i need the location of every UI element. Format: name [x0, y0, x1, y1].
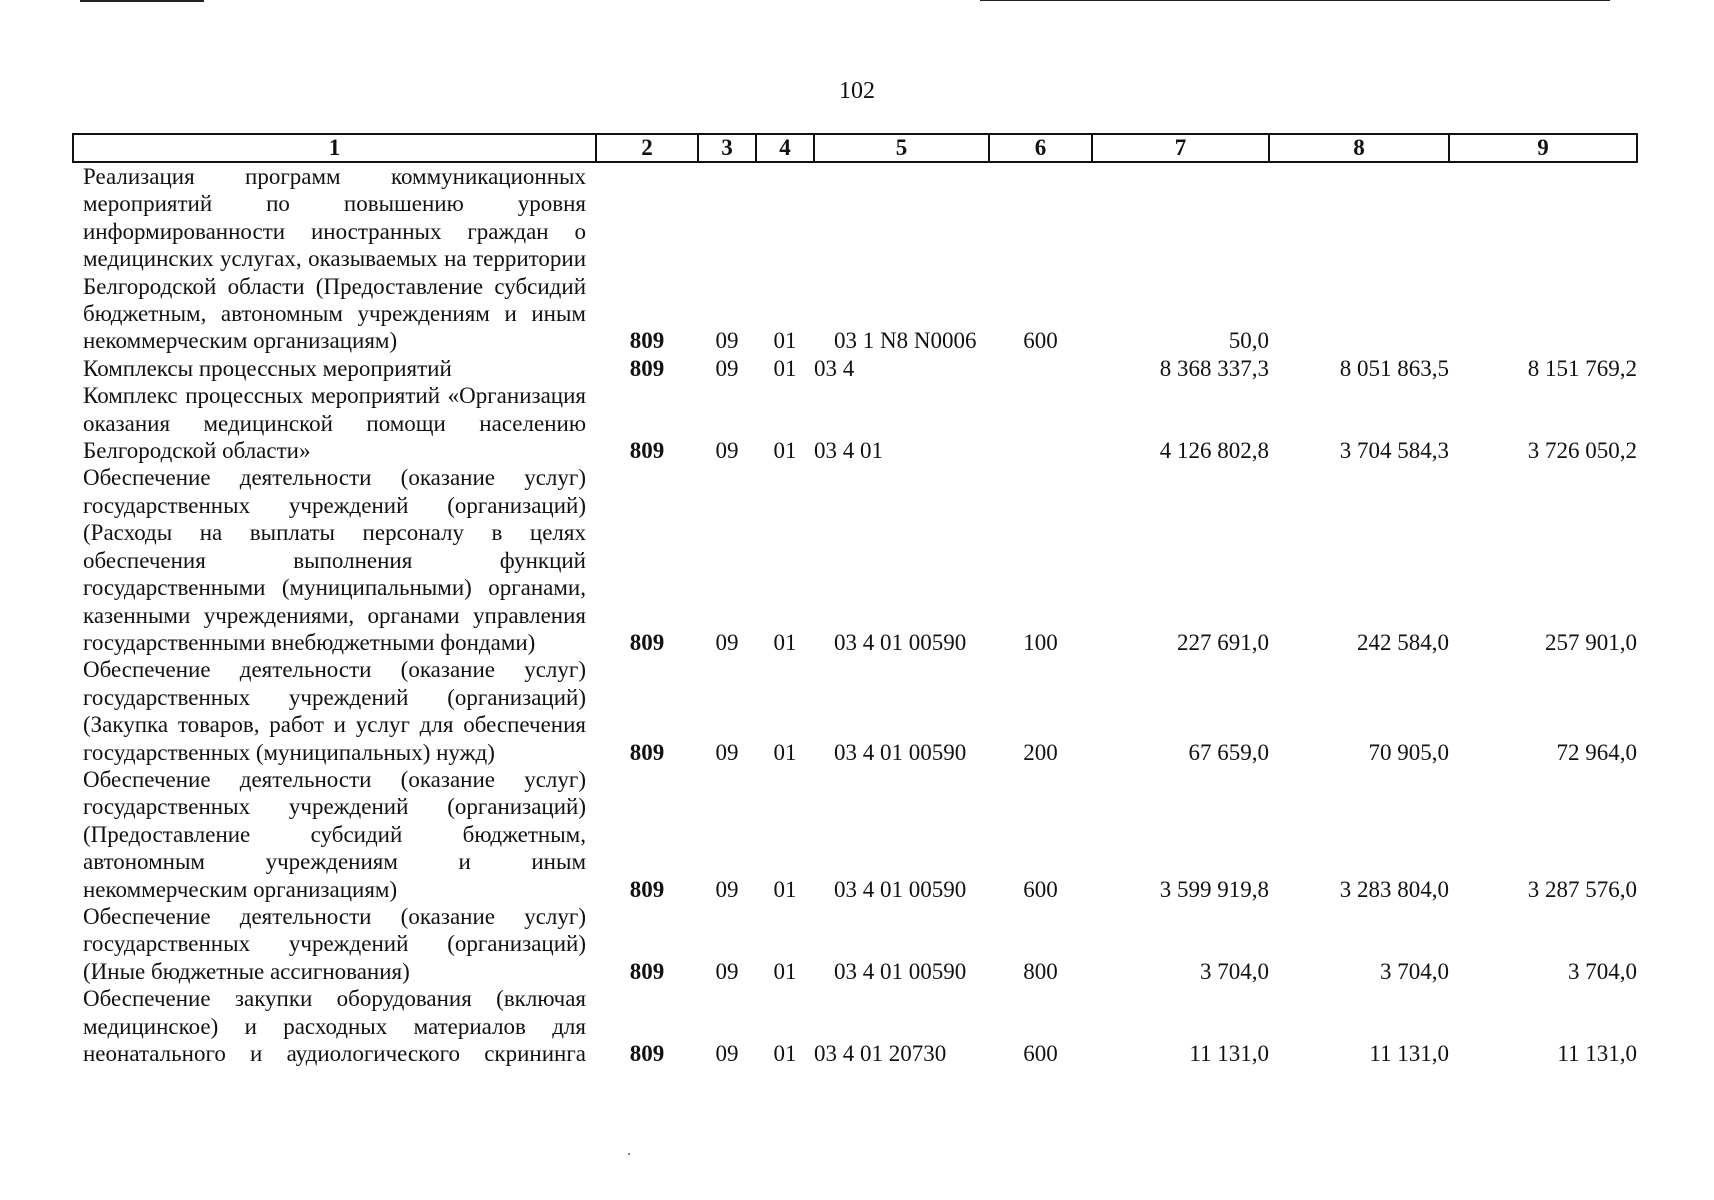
row-target: 03 4 01 00590 — [834, 958, 967, 984]
row-section: 09 — [715, 438, 739, 464]
header-col-5: 5 — [814, 134, 989, 162]
table-row — [73, 903, 1637, 985]
row-subsection: 01 — [773, 629, 797, 655]
row-subsection: 01 — [773, 438, 797, 464]
table-row — [73, 766, 1637, 903]
row-expense-type — [989, 355, 1092, 382]
row-amount-2: 3 704 584,3 — [1339, 438, 1449, 464]
table-row — [73, 656, 1637, 766]
row-target: 03 4 01 00590 — [834, 629, 967, 655]
row-amount-2: 3 704,0 — [1380, 958, 1449, 984]
row-amount-3: 3 287 576,0 — [1527, 876, 1637, 902]
header-col-6: 6 — [989, 134, 1092, 162]
scan-speck — [628, 1153, 630, 1155]
row-amount-2: 11 131,0 — [1369, 1041, 1449, 1066]
row-amount-3: 3 726 050,2 — [1527, 438, 1637, 464]
header-col-1: 1 — [73, 134, 596, 162]
row-code: 809 — [629, 958, 665, 984]
row-description: Обеспечение деятельности (оказание услуг) государственных учреждений (организаций) (Иные бюджетные ассигнования) — [83, 903, 586, 984]
row-target: 03 4 01 00590 — [834, 739, 967, 765]
row-code: 809 — [629, 876, 665, 902]
row-amount-1: 4 126 802,8 — [1159, 438, 1269, 464]
row-subsection: 01 — [773, 328, 797, 354]
row-amount-1: 50,0 — [1228, 328, 1269, 354]
row-amount-1: 227 691,0 — [1177, 629, 1269, 655]
page-number: 102 — [839, 78, 875, 104]
row-subsection: 01 — [773, 739, 797, 765]
row-expense-type: 600 — [1023, 876, 1058, 902]
row-amount-2: 242 584,0 — [1357, 629, 1449, 655]
row-description: Обеспечение деятельности (оказание услуг) государственных учреждений (организаций) (Предоставление субсидий бюджетным, автономным учреждениям и иным некоммерческим организациям) — [83, 766, 586, 902]
table-row — [73, 464, 1637, 656]
row-target: 03 4 01 — [814, 438, 883, 464]
row-expense-type: 600 — [1023, 1041, 1058, 1066]
header-col-2: 2 — [596, 134, 698, 162]
row-amount-3: 72 964,0 — [1556, 739, 1637, 765]
row-amount-2 — [1269, 162, 1449, 355]
row-subsection: 01 — [773, 1041, 797, 1066]
row-expense-type: 800 — [1023, 958, 1058, 984]
header-col-8: 8 — [1269, 134, 1449, 162]
header-col-9: 9 — [1449, 134, 1637, 162]
row-code: 809 — [629, 355, 665, 381]
row-subsection: 01 — [773, 958, 797, 984]
row-section: 09 — [715, 958, 739, 984]
top-rule-right — [980, 0, 1610, 1]
row-code: 809 — [629, 739, 665, 765]
row-amount-2: 3 283 804,0 — [1339, 876, 1449, 902]
row-target: 03 4 01 20730 — [814, 1041, 947, 1066]
header-row — [73, 134, 1637, 162]
row-section: 09 — [715, 1041, 739, 1066]
table-row — [73, 355, 1637, 382]
row-target: 03 4 — [814, 355, 855, 381]
row-target: 03 1 N8 N0006 — [834, 328, 977, 354]
row-amount-3: 11 131,0 — [1557, 1041, 1637, 1066]
row-section: 09 — [715, 328, 739, 354]
row-amount-2: 8 051 863,5 — [1339, 355, 1449, 381]
row-expense-type — [989, 382, 1092, 464]
row-target: 03 4 01 00590 — [834, 876, 967, 902]
budget-table — [72, 133, 1638, 1067]
header-col-3: 3 — [698, 134, 756, 162]
row-subsection: 01 — [773, 876, 797, 902]
row-description: Комплексы процессных мероприятий — [83, 355, 452, 381]
table-row — [73, 162, 1637, 355]
row-amount-2: 70 905,0 — [1368, 739, 1449, 765]
row-amount-1: 67 659,0 — [1188, 739, 1269, 765]
row-section: 09 — [715, 355, 739, 381]
row-amount-3: 3 704,0 — [1568, 958, 1637, 984]
row-subsection: 01 — [773, 355, 797, 381]
row-amount-1: 8 368 337,3 — [1159, 355, 1269, 381]
row-amount-1: 11 131,0 — [1189, 1041, 1269, 1066]
row-section: 09 — [715, 739, 739, 765]
header-col-7: 7 — [1092, 134, 1269, 162]
row-description: Реализация программ коммуникационных мероприятий по повышению уровня информированности иностранных граждан о медицинских услугах, оказываемых на территории Белгородской области (Предоставление субсидий бюджетным, автономным учреждениям и иным некоммерческим организациям) — [83, 164, 586, 354]
row-description: Обеспечение деятельности (оказание услуг) государственных учреждений (организаций) (Расходы на выплаты персоналу в целях обеспечения выполнения функций государственными (муниципальными) органами, казенными учреждениями, органами управления государственными внебюджетными фондами) — [83, 465, 586, 655]
row-amount-3: 257 901,0 — [1545, 629, 1637, 655]
row-code: 809 — [629, 438, 665, 464]
row-amount-3: 8 151 769,2 — [1527, 355, 1637, 381]
row-expense-type: 100 — [1023, 629, 1058, 655]
row-description: Обеспечение закупки оборудования (включая медицинское) и расходных материалов для неонатального и аудиологического скрининга — [83, 986, 586, 1066]
row-expense-type: 600 — [1023, 328, 1058, 354]
top-rule-left — [80, 0, 204, 2]
row-amount-1: 3 599 919,8 — [1159, 876, 1269, 902]
row-expense-type: 200 — [1023, 739, 1058, 765]
header-col-4: 4 — [756, 134, 814, 162]
row-code: 809 — [629, 328, 665, 354]
row-section: 09 — [715, 876, 739, 902]
row-description: Обеспечение деятельности (оказание услуг) государственных учреждений (организаций) (Закупка товаров, работ и услуг для обеспечения государственных (муниципальных) нужд) — [83, 657, 586, 765]
row-amount-3 — [1449, 162, 1637, 355]
row-code: 809 — [629, 629, 665, 655]
table-row — [73, 382, 1637, 464]
row-code: 809 — [629, 1041, 665, 1066]
row-amount-1: 3 704,0 — [1200, 958, 1269, 984]
row-description: Комплекс процессных мероприятий «Организация оказания медицинской помощи населению Белгородской области» — [83, 383, 586, 464]
table-row — [73, 985, 1637, 1067]
row-section: 09 — [715, 629, 739, 655]
